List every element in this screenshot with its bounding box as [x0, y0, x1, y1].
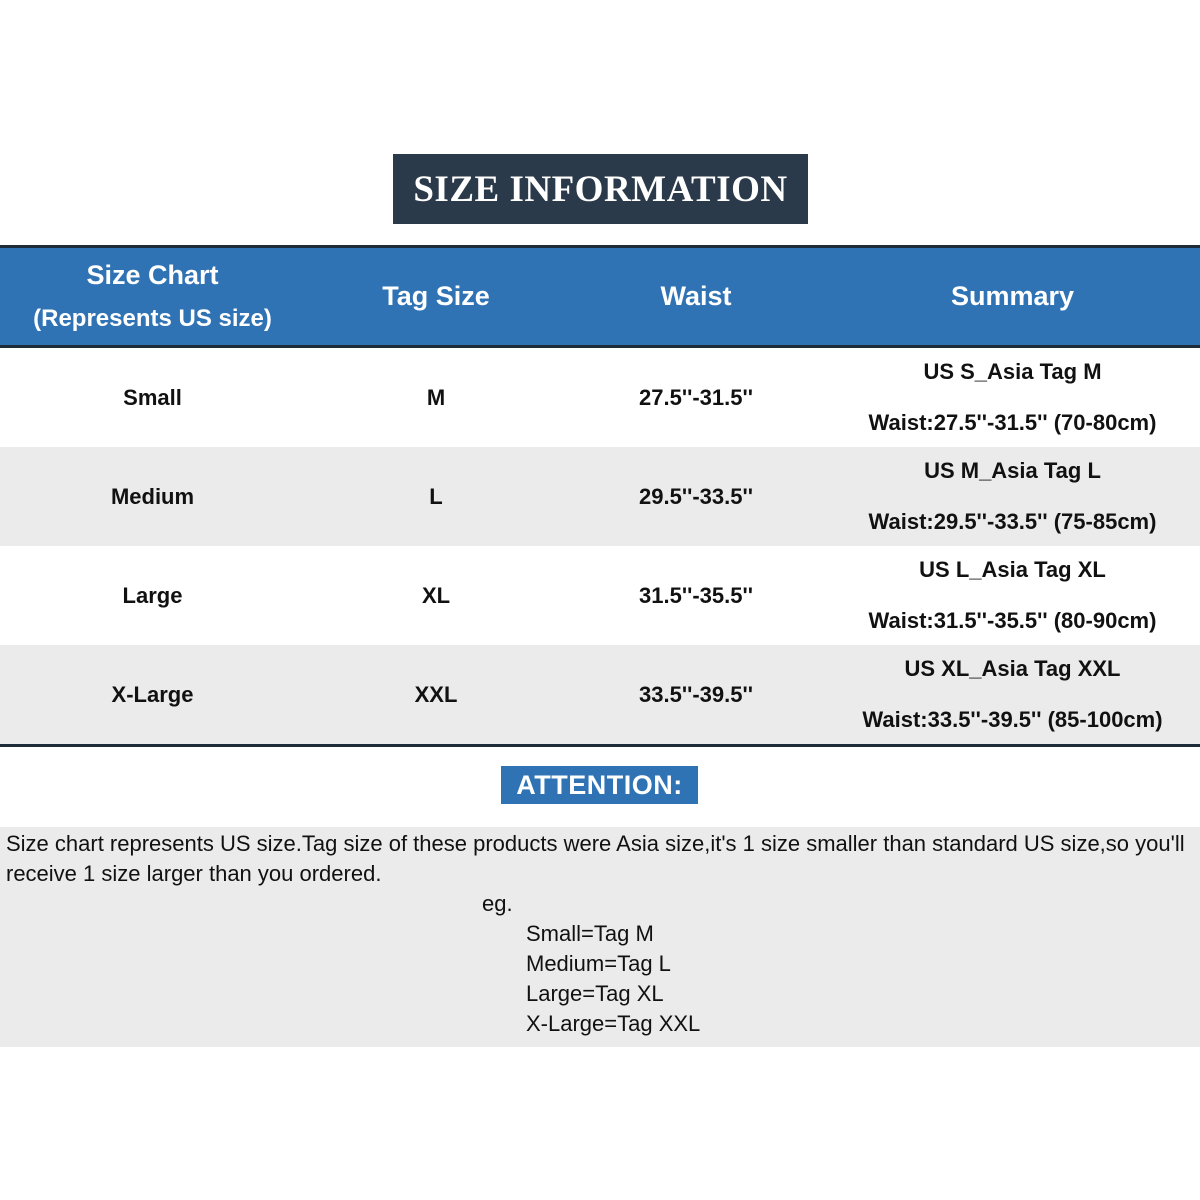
header-size-chart: [0, 248, 305, 345]
cell-summary: [825, 447, 1200, 546]
attention-note: [0, 827, 1200, 1047]
cell-waist: 27.5''-31.5'': [639, 384, 753, 410]
header-summary: Summary: [950, 281, 1075, 311]
cell-summary: [825, 348, 1200, 447]
cell-tag: M: [426, 384, 446, 410]
table-header: [0, 245, 1200, 348]
table-row: [0, 645, 1200, 744]
example-item: Medium=Tag L: [526, 951, 671, 976]
size-chart-table: [0, 245, 1200, 747]
summary-line1: US S_Asia Tag M: [923, 359, 1102, 384]
summary-line2: Waist:29.5''-33.5'' (75-85cm): [868, 509, 1157, 534]
example-list: [526, 919, 700, 1039]
example-item: X-Large=Tag XXL: [526, 1011, 701, 1036]
attention-label: ATTENTION:: [501, 766, 698, 804]
summary-line1: US L_Asia Tag XL: [919, 557, 1106, 582]
summary-line2: Waist:31.5''-35.5'' (80-90cm): [868, 608, 1157, 633]
cell-summary: [825, 645, 1200, 744]
example-label: eg.: [482, 891, 513, 916]
summary-line1: US XL_Asia Tag XXL: [904, 656, 1121, 681]
cell-tag: XXL: [414, 681, 458, 707]
cell-tag: L: [429, 483, 443, 509]
summary-line1: US M_Asia Tag L: [924, 458, 1101, 483]
cell-tag: XL: [421, 582, 451, 608]
table-row: [0, 546, 1200, 645]
cell-size: Small: [123, 384, 182, 410]
table-bottom-border: [0, 744, 1200, 747]
header-tag-size: Tag Size: [382, 281, 490, 311]
header-size-chart-label: Size Chart: [86, 260, 219, 290]
header-waist: Waist: [660, 281, 732, 311]
summary-line2: Waist:27.5''-31.5'' (70-80cm): [868, 410, 1157, 435]
cell-waist: 29.5''-33.5'': [639, 483, 753, 509]
table-row: [0, 447, 1200, 546]
size-information-title: SIZE INFORMATION: [393, 154, 808, 224]
cell-size: Medium: [110, 483, 195, 509]
cell-waist: 33.5''-39.5'': [639, 681, 753, 707]
header-size-chart-sub: (Represents US size): [33, 305, 272, 332]
example-item: Large=Tag XL: [526, 981, 664, 1006]
cell-waist: 31.5''-35.5'': [639, 582, 753, 608]
cell-size: Large: [122, 582, 183, 608]
table-row: [0, 348, 1200, 447]
cell-size: X-Large: [111, 681, 194, 707]
summary-line2: Waist:33.5''-39.5'' (85-100cm): [862, 707, 1163, 732]
attention-text: Size chart represents US size.Tag size of these products were Asia size,it's 1 size smaller than standard US size,so you'll receive 1 size larger than you ordered.: [6, 831, 1185, 886]
example-item: Small=Tag M: [526, 921, 654, 946]
cell-summary: [825, 546, 1200, 645]
